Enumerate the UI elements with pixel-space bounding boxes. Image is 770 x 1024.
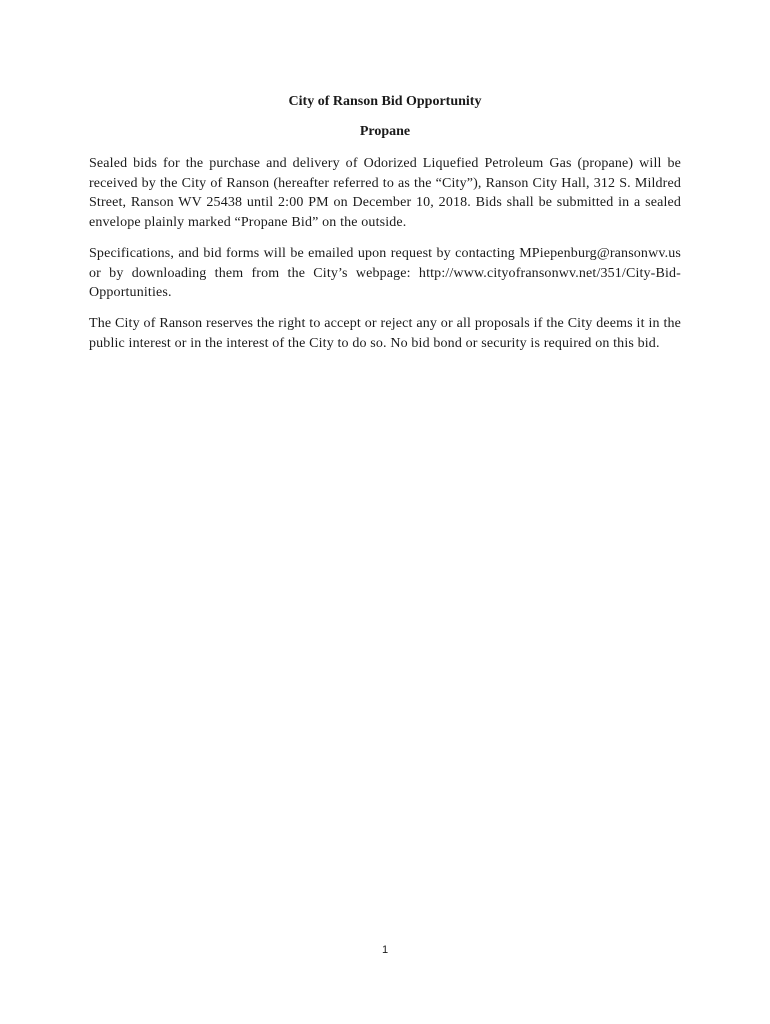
paragraph-reservation-of-rights: The City of Ranson reserves the right to accept or reject any or all proposals if the City deems it in the public interest or in the interest of the City to do so. No bid bond or security is required on this bid.	[89, 316, 681, 351]
paragraph-specifications: Specifications, and bid forms will be emailed upon request by contacting MPiepenburg@ransonwv.us or by downloading them from the City’s webpage: http://www.cityofransonwv.net/351/City-Bid-Opportunities.	[89, 246, 681, 300]
paragraph-bid-submission: Sealed bids for the purchase and delivery of Odorized Liquefied Petroleum Gas (propane) will be received by the City of Ranson (hereafter referred to as the “City”), Ranson City Hall, 312 S. Mildred Street, Ranson WV 25438 until 2:00 PM on December 10, 2018. Bids shall be submitted in a sealed envelope plainly marked “Propane Bid” on the outside.	[89, 156, 681, 230]
document-subtitle: Propane	[359, 124, 411, 139]
page-number: 1	[381, 944, 389, 956]
document-title: City of Ranson Bid Opportunity	[288, 94, 482, 109]
